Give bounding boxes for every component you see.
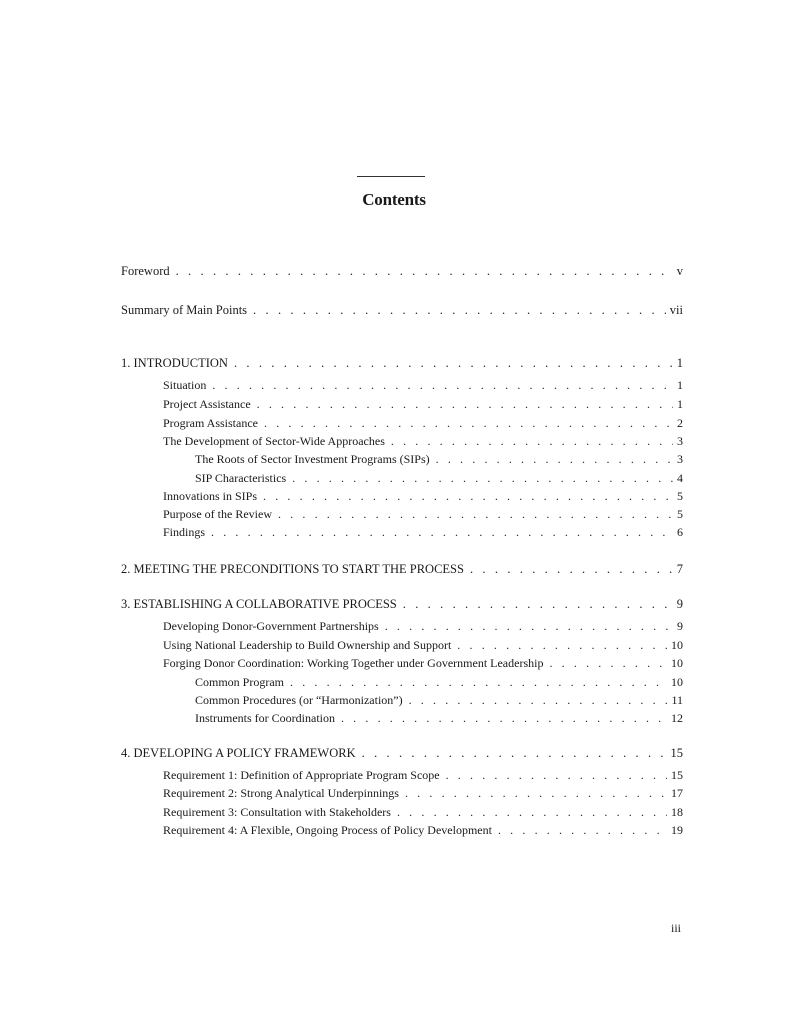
dot-leader — [391, 432, 673, 450]
toc-entry-text: Instruments for Coordination — [195, 711, 335, 725]
toc-entry[interactable] — [163, 636, 683, 654]
toc-entry-text: Situation — [163, 378, 207, 392]
dot-leader — [278, 505, 673, 523]
toc-entry-text: Common Program — [195, 675, 284, 689]
toc-entry-page: 1 — [677, 397, 683, 411]
toc-entry[interactable] — [195, 691, 683, 709]
toc-entry-page: 15 — [671, 768, 683, 782]
toc-entry-text: Common Procedures (or “Harmonization”) — [195, 693, 403, 707]
dot-leader — [257, 395, 673, 413]
toc-entry-page: 9 — [676, 597, 683, 611]
toc-entry[interactable] — [163, 487, 683, 505]
toc-entry-page: 10 — [671, 675, 683, 689]
dot-leader — [405, 784, 667, 802]
toc-entry-text: Requirement 1: Definition of Appropriate Program Scope — [163, 768, 440, 782]
toc-entry-page: 9 — [677, 619, 683, 633]
toc-entry[interactable] — [195, 709, 683, 727]
toc-entry-page: 17 — [671, 786, 683, 800]
dot-leader — [211, 523, 673, 541]
dot-leader — [264, 414, 673, 432]
toc-entry-page: 5 — [677, 507, 683, 521]
toc-entry[interactable] — [163, 376, 683, 394]
toc-entry-page: 15 — [670, 746, 683, 760]
toc-entry-text: Developing Donor-Government Partnerships — [163, 619, 379, 633]
toc-entry-text: Forging Donor Coordination: Working Together under Government Leadership — [163, 656, 544, 670]
toc-entry[interactable] — [163, 654, 683, 672]
toc-entry-text: Findings — [163, 525, 206, 539]
toc-entry-text: Program Assistance — [163, 416, 258, 430]
dot-leader — [263, 487, 673, 505]
dot-leader — [212, 376, 673, 394]
toc-entry[interactable] — [163, 784, 683, 802]
toc-entry-text: 1. INTRODUCTION — [121, 356, 228, 370]
dot-leader — [385, 617, 673, 635]
toc-entry[interactable] — [163, 821, 683, 839]
dot-leader — [457, 636, 667, 654]
toc-entry[interactable] — [163, 395, 683, 413]
toc-entry[interactable] — [163, 505, 683, 523]
toc-entry-text: 4. DEVELOPING A POLICY FRAMEWORK — [121, 746, 356, 760]
toc-entry-page: 19 — [671, 823, 683, 837]
toc-entry-page: 18 — [671, 805, 683, 819]
dot-leader — [290, 673, 667, 691]
dot-leader — [253, 301, 666, 319]
toc-entry-text: Foreword — [121, 264, 170, 278]
toc-entry-text: The Development of Sector-Wide Approaches — [163, 434, 385, 448]
page-number: iii — [671, 921, 682, 935]
dot-leader — [362, 744, 667, 762]
toc-entry-text: Project Assistance — [163, 397, 251, 411]
toc-entry[interactable] — [121, 301, 683, 319]
toc-entry-page: 10 — [671, 638, 683, 652]
toc-entry-text: Requirement 3: Consultation with Stakeholders — [163, 805, 391, 819]
toc-entry[interactable] — [195, 450, 683, 468]
dot-leader — [436, 450, 673, 468]
toc-entry[interactable] — [163, 617, 683, 635]
toc-entry-page: 11 — [671, 693, 683, 707]
toc-entry[interactable] — [163, 803, 683, 821]
toc-entry-text: Requirement 2: Strong Analytical Underpinnings — [163, 786, 399, 800]
dot-leader — [446, 766, 667, 784]
toc-entry-page: 6 — [677, 525, 683, 539]
toc-entry[interactable] — [195, 673, 683, 691]
toc-entry[interactable] — [121, 354, 683, 372]
toc-entry-text: 2. MEETING THE PRECONDITIONS TO START THE PROCESS — [121, 562, 464, 576]
toc-entry[interactable] — [121, 262, 683, 280]
toc-entry-text: Purpose of the Review — [163, 507, 272, 521]
toc-entry-text: Summary of Main Points — [121, 303, 248, 317]
dot-leader — [409, 691, 668, 709]
page-title: Contents — [362, 190, 426, 209]
toc-entry-text: 3. ESTABLISHING A COLLABORATIVE PROCESS — [121, 597, 397, 611]
toc-entry[interactable] — [121, 595, 683, 613]
toc-entry-page: 4 — [677, 471, 683, 485]
dot-leader — [176, 262, 673, 280]
toc-entry-page: 3 — [677, 434, 683, 448]
dot-leader — [397, 803, 667, 821]
toc-entry[interactable] — [163, 414, 683, 432]
toc-entry-page: 10 — [671, 656, 683, 670]
toc-entry-text: Innovations in SIPs — [163, 489, 258, 503]
toc-entry-page: v — [676, 264, 683, 278]
toc-entry-text: Using National Leadership to Build Ownership and Support — [163, 638, 452, 652]
toc-entry-page: 1 — [676, 356, 683, 370]
toc-entry-page: 1 — [677, 378, 683, 392]
toc-entry-page: 7 — [676, 562, 683, 576]
toc-entry[interactable] — [195, 469, 683, 487]
toc-entry-page: 2 — [677, 416, 683, 430]
toc-entry[interactable] — [163, 766, 683, 784]
toc-entry-text: Requirement 4: A Flexible, Ongoing Process of Policy Development — [163, 823, 492, 837]
dot-leader — [498, 821, 667, 839]
toc-entry[interactable] — [121, 560, 683, 578]
toc-entry-page: 3 — [677, 452, 683, 466]
toc-entry-text: SIP Characteristics — [195, 471, 287, 485]
toc-entry-text: The Roots of Sector Investment Programs (SIPs) — [195, 452, 430, 466]
toc-entry[interactable] — [121, 744, 683, 762]
toc-entry[interactable] — [163, 523, 683, 541]
toc-entry-page: 5 — [677, 489, 683, 503]
dot-leader — [403, 595, 673, 613]
toc-entry-page: 12 — [671, 711, 683, 725]
toc-entry[interactable] — [163, 432, 683, 450]
dot-leader — [549, 654, 667, 672]
dot-leader — [234, 354, 673, 372]
toc-entry-page: vii — [669, 303, 683, 317]
dot-leader — [292, 469, 673, 487]
dot-leader — [470, 560, 673, 578]
dot-leader — [341, 709, 667, 727]
